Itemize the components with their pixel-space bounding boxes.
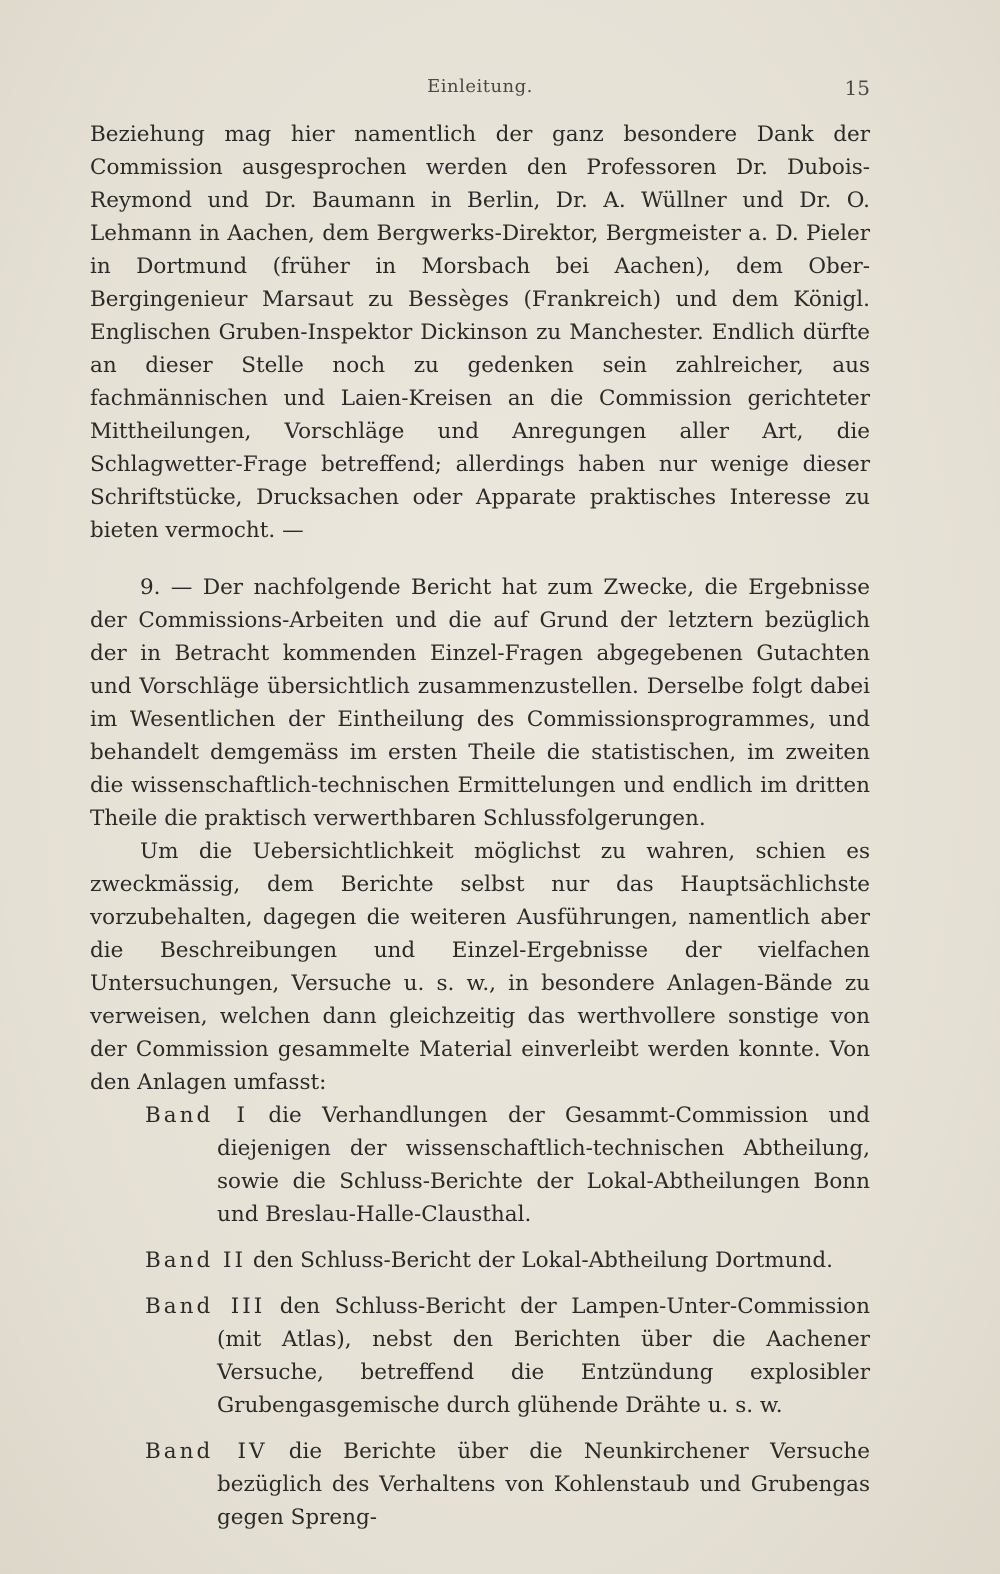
paragraph-acknowledgements: Beziehung mag hier namentlich der ganz besondere Dank der Commission ausgesprochen werden den Professoren Dr. Dubois-Reymond und Dr. Baumann in Berlin, Dr. A. Wüllner und Dr. O. Lehmann in Aachen, dem Bergwerks-Direktor, Bergmeister a. D. Pieler in Dortmund (früher in Morsbach bei Aachen), dem Ober-Bergingenieur Marsaut zu Bessèges (Frankreich) und dem Königl. Englischen Gruben-Inspektor Dickinson zu Manchester. Endlich dürfte an dieser Stelle noch zu gedenken sein zahlreicher, aus fachmännischen und Laien-Kreisen an die Commission gerichteter Mittheilungen, Vorschläge und Anregungen aller Art, die Schlagwetter-Frage betreffend; allerdings haben nur wenige dieser Schriftstücke, Drucksachen oder Apparate praktisches Interesse zu bieten vermocht. — <box>90 122 870 543</box>
running-title: Einleitung. <box>427 76 533 97</box>
volume-description: den Schluss-Bericht der Lampen-Unter-Commission (mit Atlas), nebst den Berichten über die Aachener Versuche, betreffend die Entzündung explosibler Grubengasgemische durch glühende Drähte u. s. w. <box>217 1294 870 1418</box>
paragraph-section-9: 9. — Der nachfolgende Bericht hat zum Zwecke, die Ergebnisse der Commissions-Arbeiten und die auf Grund der letztern bezüglich der in Betracht kommenden Einzel-Fragen abgegebenen Gutachten und Vorschläge übersichtlich zusammenzustellen. Derselbe folgt dabei im Wesentlichen der Eintheilung des Commissionsprogrammes, und behandelt demgemäss im ersten Theile die statistischen, im zweiten die wissenschaftlich-technischen Ermittelungen und endlich im dritten Theile die praktisch verwerthbaren Schlussfolgerungen. <box>90 575 870 831</box>
volume-item-1 <box>90 1099 870 1231</box>
volume-label: Band IV <box>145 1439 268 1464</box>
volume-label: Band III <box>145 1294 266 1319</box>
paragraph-overview: Um die Uebersichtlichkeit möglichst zu wahren, schien es zweckmässig, dem Berichte selbst nur das Hauptsächlichste vorzubehalten, dagegen die weiteren Ausführungen, namentlich aber die Beschreibungen und Einzel-Ergebnisse der vielfachen Untersuchungen, Versuche u. s. w., in besondere Anlagen-Bände zu verweisen, welchen dann gleichzeitig das werthvollere sonstige von der Commission gesammelte Material einverleibt werden konnte. Von den Anlagen umfasst: <box>90 839 870 1095</box>
volume-item-4 <box>90 1435 870 1534</box>
volume-description: die Berichte über die Neunkirchener Versuche bezüglich des Verhaltens von Kohlenstaub und Grubengas gegen Spreng- <box>217 1439 870 1530</box>
body-text <box>90 118 870 1547</box>
volume-description: den Schluss-Bericht der Lokal-Abtheilung Dortmund. <box>252 1248 833 1273</box>
page-number: 15 <box>844 76 870 100</box>
volume-description: die Verhandlungen der Gesammt-Commission und diejenigen der wissenschaftlich-technischen Abtheilung, sowie die Schluss-Berichte der Lokal-Abtheilungen Bonn und Breslau-Halle-Clausthal. <box>217 1103 870 1227</box>
volume-label: Band I <box>145 1103 249 1128</box>
volume-item-2 <box>90 1244 870 1277</box>
volume-label: Band II <box>145 1248 247 1273</box>
volume-item-3 <box>90 1290 870 1422</box>
appendix-volume-list <box>90 1099 870 1534</box>
page-header <box>90 76 870 104</box>
paragraph-gap <box>90 547 870 571</box>
